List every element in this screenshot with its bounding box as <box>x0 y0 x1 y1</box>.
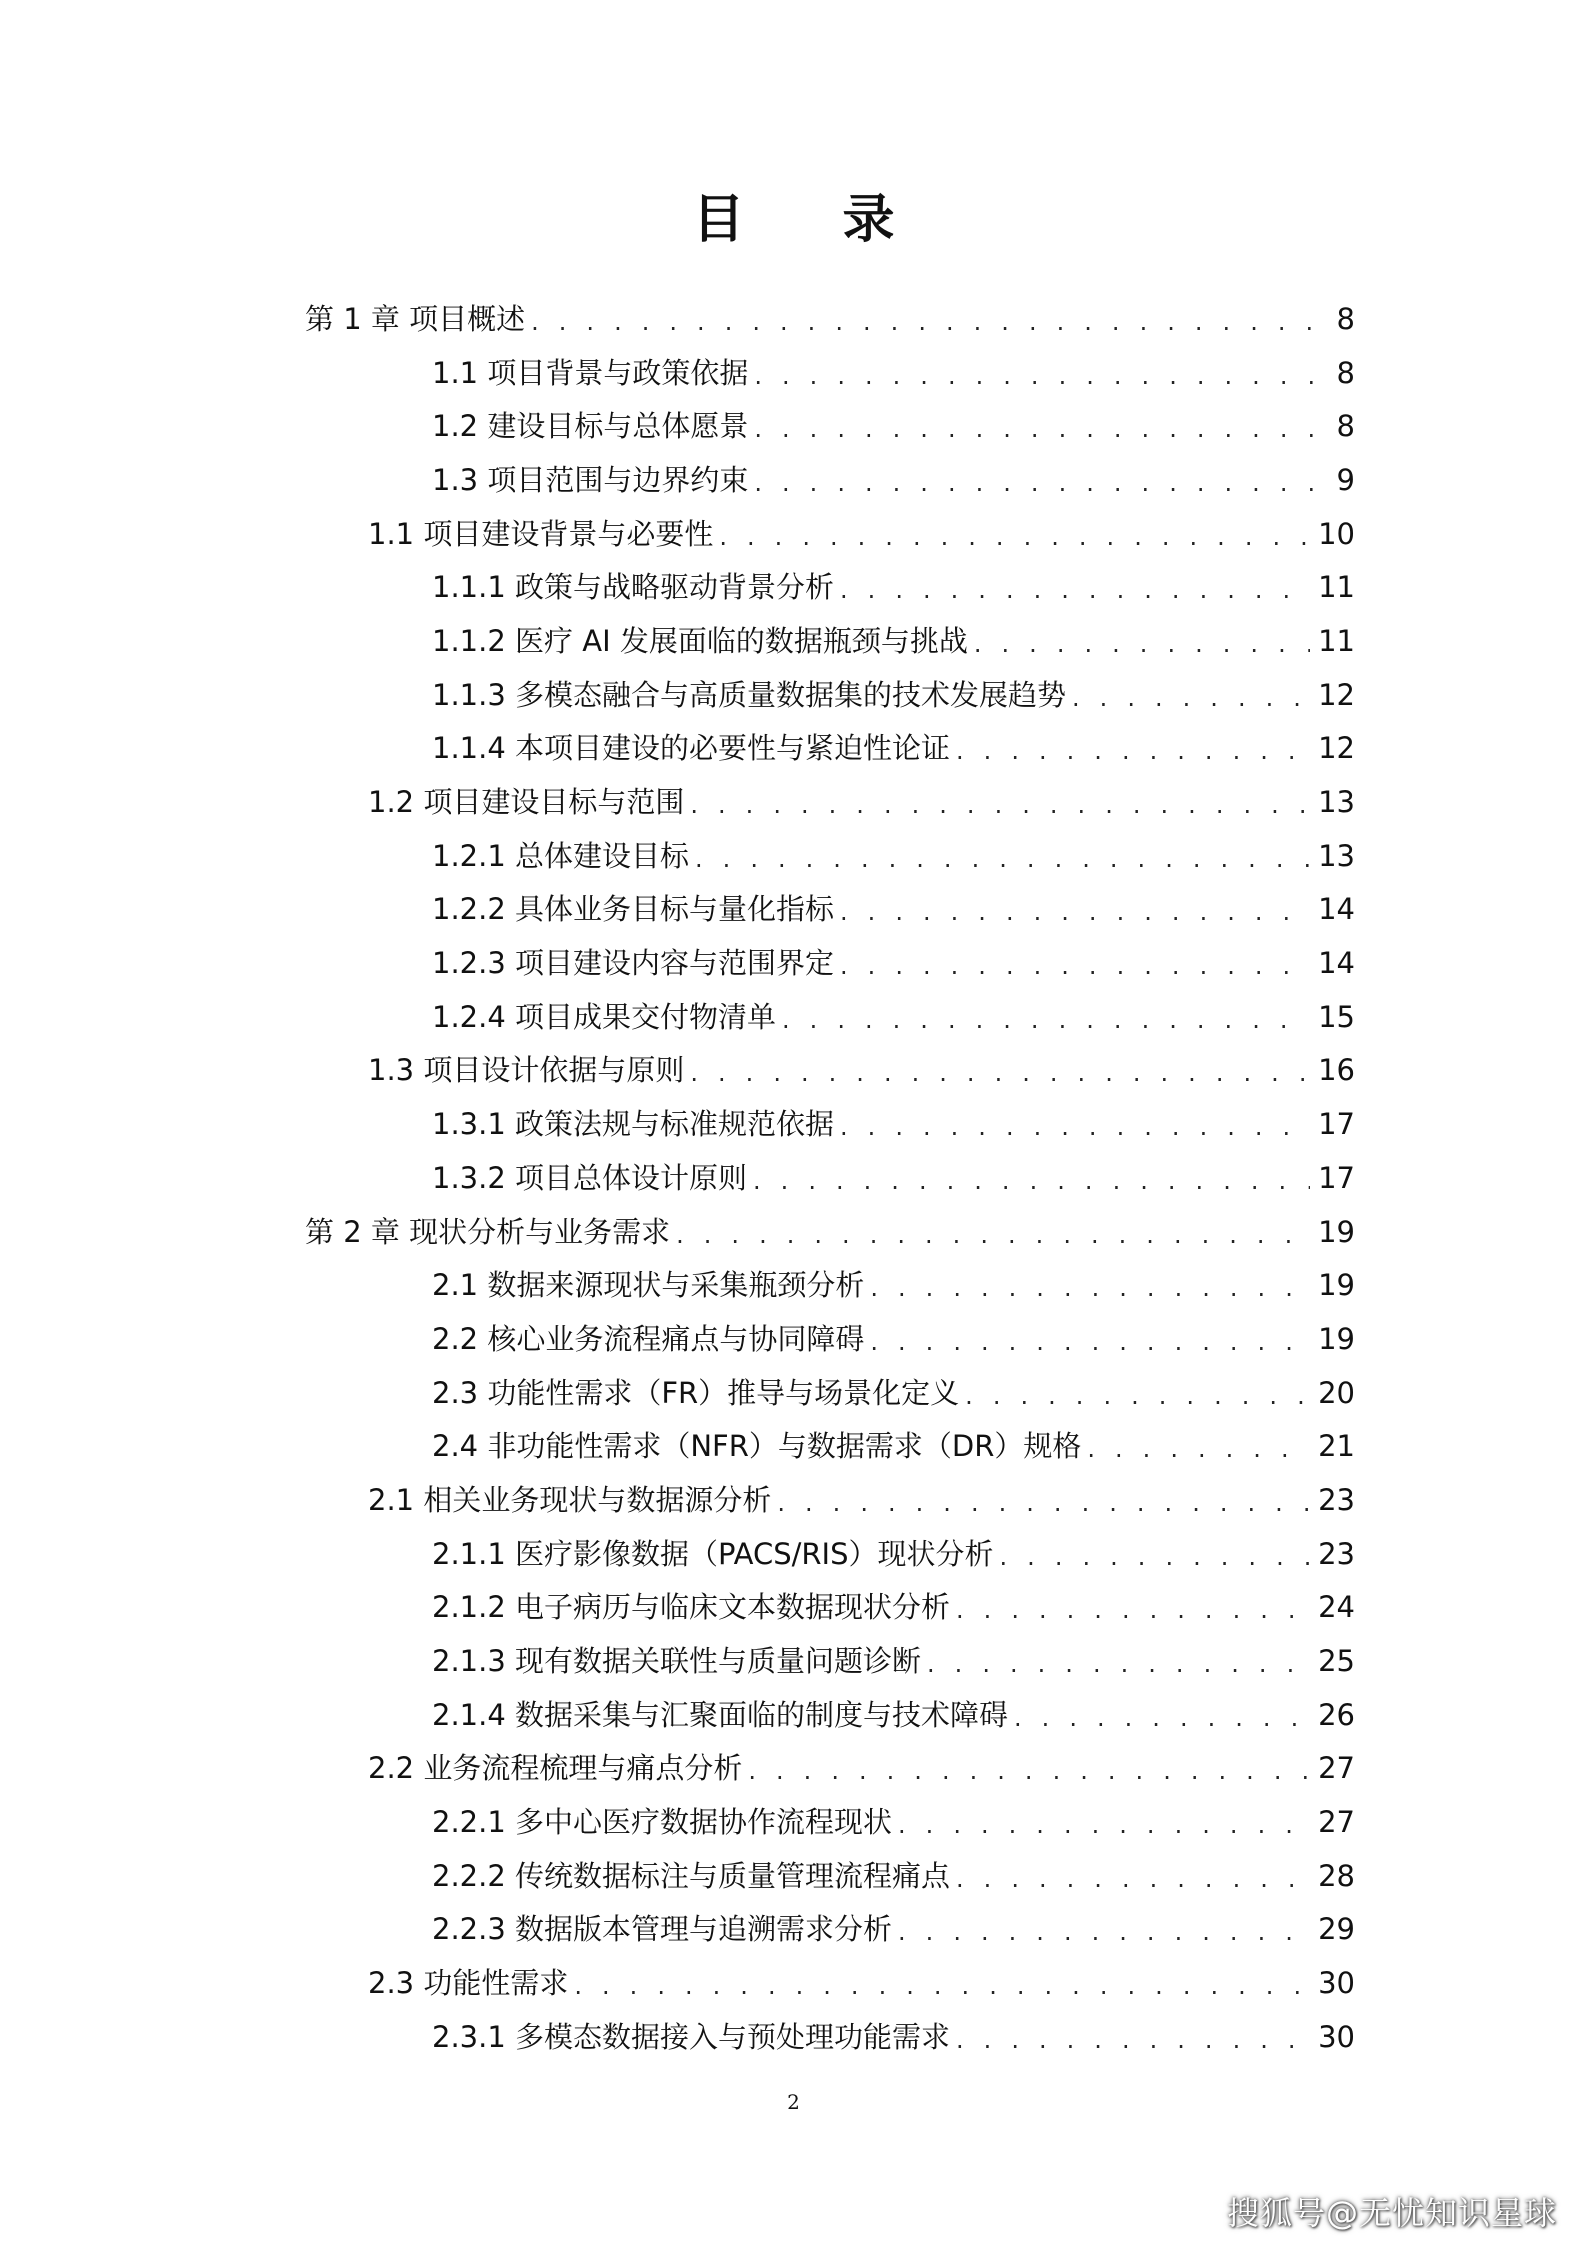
toc-entry-page: 16 <box>1318 1053 1355 1088</box>
toc-entry-page: 12 <box>1318 677 1355 712</box>
toc-entry-label: 2.2 核心业务流程痛点与协同障碍 <box>432 1321 865 1356</box>
watermark-text: 搜狐号@无忧知识星球 <box>1226 2194 1557 2232</box>
toc-entry-page: 23 <box>1318 1482 1355 1517</box>
toc-dot-leader <box>754 353 1327 393</box>
toc-dot-leader <box>840 889 1310 929</box>
toc-dot-leader <box>574 1963 1310 2003</box>
toc-entry-page: 23 <box>1318 1536 1355 1571</box>
toc-dot-leader <box>1072 675 1310 715</box>
toc-entry-label: 1.3.2 项目总体设计原则 <box>432 1160 748 1195</box>
toc-entry-label: 2.2.2 传统数据标注与质量管理流程痛点 <box>432 1858 951 1893</box>
toc-subsection-entry[interactable] <box>0 1366 1587 1420</box>
toc-entry-label: 2.1.2 电子病历与临床文本数据现状分析 <box>432 1590 951 1625</box>
toc-entry-page: 12 <box>1318 731 1355 766</box>
toc-entry-label: 1.1.1 政策与战略驱动背景分析 <box>432 570 835 605</box>
toc-dot-leader <box>531 299 1327 339</box>
toc-subsection-entry[interactable] <box>0 883 1587 937</box>
toc-entry-label: 2.1.4 数据采集与汇聚面临的制度与技术障碍 <box>432 1697 1009 1732</box>
toc-subsection-entry[interactable] <box>0 453 1587 507</box>
toc-entry-label: 1.2.2 具体业务目标与量化指标 <box>432 892 835 927</box>
toc-entry-page: 11 <box>1318 570 1355 605</box>
toc-entry-page: 9 <box>1336 462 1355 497</box>
toc-entry-label: 1.3.1 政策法规与标准规范依据 <box>432 1107 835 1142</box>
toc-subsection-entry[interactable] <box>0 829 1587 883</box>
toc-entry-label: 2.1 相关业务现状与数据源分析 <box>368 1482 772 1517</box>
toc-entry-label: 1.2.1 总体建设目标 <box>432 838 690 873</box>
toc-entry-page: 30 <box>1318 1966 1355 2001</box>
toc-entry-label: 1.2 项目建设目标与范围 <box>368 785 685 820</box>
toc-subsection-entry[interactable] <box>0 1151 1587 1205</box>
toc-dot-leader <box>840 943 1310 983</box>
toc-entry-label: 第 2 章 现状分析与业务需求 <box>305 1214 671 1249</box>
toc-entry-page: 15 <box>1318 999 1355 1034</box>
toc-entry-label: 2.1 数据来源现状与采集瓶颈分析 <box>432 1268 865 1303</box>
toc-subsection-entry[interactable] <box>0 1795 1587 1849</box>
toc-entry-page: 14 <box>1318 892 1355 927</box>
toc-subsection-entry[interactable] <box>0 1097 1587 1151</box>
toc-dot-leader <box>754 460 1327 500</box>
toc-dot-leader <box>777 1480 1310 1520</box>
toc-dot-leader <box>956 1587 1310 1627</box>
toc-dot-leader <box>870 1265 1310 1305</box>
toc-entry-page: 25 <box>1318 1644 1355 1679</box>
toc-dot-leader <box>927 1641 1310 1681</box>
toc-entry-label: 第 1 章 项目概述 <box>305 301 526 336</box>
toc-entry-page: 30 <box>1318 2019 1355 2054</box>
toc-entry-label: 1.3 项目范围与边界约束 <box>432 462 749 497</box>
toc-subsection-entry[interactable] <box>0 722 1587 776</box>
toc-entry-page: 20 <box>1318 1375 1355 1410</box>
toc-entry-label: 1.3 项目设计依据与原则 <box>368 1053 685 1088</box>
toc-subsection-entry[interactable] <box>0 936 1587 990</box>
toc-dot-leader <box>753 1158 1310 1198</box>
toc-dot-leader <box>870 1319 1310 1359</box>
toc-section-entry[interactable] <box>0 1473 1587 1527</box>
toc-section-entry[interactable] <box>0 1956 1587 2010</box>
toc-dot-leader <box>974 621 1310 661</box>
toc-subsection-entry[interactable] <box>0 560 1587 614</box>
toc-dot-leader <box>840 567 1310 607</box>
toc-section-entry[interactable] <box>0 507 1587 561</box>
toc-entry-label: 2.3 功能性需求 <box>368 1966 569 2001</box>
toc-subsection-entry[interactable] <box>0 2010 1587 2064</box>
toc-entry-page: 13 <box>1318 785 1355 820</box>
toc-entry-label: 2.1.3 现有数据关联性与质量问题诊断 <box>432 1644 922 1679</box>
toc-subsection-entry[interactable] <box>0 1903 1587 1957</box>
toc-entry-page: 8 <box>1336 355 1355 390</box>
page-number: 2 <box>787 2090 800 2114</box>
toc-dot-leader <box>695 836 1310 876</box>
toc-subsection-entry[interactable] <box>0 1258 1587 1312</box>
toc-entry-label: 1.1 项目背景与政策依据 <box>432 355 749 390</box>
toc-entry-page: 29 <box>1318 1912 1355 1947</box>
toc-entry-page: 17 <box>1318 1107 1355 1142</box>
toc-dot-leader <box>898 1909 1310 1949</box>
toc-subsection-entry[interactable] <box>0 1849 1587 1903</box>
toc-section-entry[interactable] <box>0 1742 1587 1796</box>
toc-dot-leader <box>898 1802 1310 1842</box>
toc-subsection-entry[interactable] <box>0 1419 1587 1473</box>
toc-subsection-entry[interactable] <box>0 614 1587 668</box>
toc-entry-page: 26 <box>1318 1697 1355 1732</box>
toc-dot-leader <box>840 1104 1310 1144</box>
toc-entry-page: 21 <box>1318 1429 1355 1464</box>
toc-entry-label: 2.1.1 医疗影像数据（PACS/RIS）现状分析 <box>432 1536 994 1571</box>
toc-list <box>0 292 1587 2064</box>
toc-entry-label: 1.2 建设目标与总体愿景 <box>432 409 749 444</box>
toc-entry-page: 19 <box>1318 1268 1355 1303</box>
toc-entry-label: 2.4 非功能性需求（NFR）与数据需求（DR）规格 <box>432 1429 1082 1464</box>
toc-title: 目 录 <box>692 190 935 250</box>
toc-dot-leader <box>956 1856 1310 1896</box>
toc-entry-page: 10 <box>1318 516 1355 551</box>
toc-dot-leader <box>676 1212 1310 1252</box>
toc-dot-leader <box>956 2017 1310 2057</box>
toc-subsection-entry[interactable] <box>0 1688 1587 1742</box>
toc-entry-label: 1.1.4 本项目建设的必要性与紧迫性论证 <box>432 731 951 766</box>
toc-dot-leader <box>719 514 1310 554</box>
toc-dot-leader <box>748 1748 1310 1788</box>
toc-chapter-entry[interactable] <box>0 1205 1587 1259</box>
toc-entry-page: 28 <box>1318 1858 1355 1893</box>
toc-dot-leader <box>965 1373 1310 1413</box>
toc-entry-label: 2.2 业务流程梳理与痛点分析 <box>368 1751 743 1786</box>
toc-dot-leader <box>782 997 1310 1037</box>
toc-entry-page: 27 <box>1318 1751 1355 1786</box>
toc-entry-label: 1.2.3 项目建设内容与范围界定 <box>432 946 835 981</box>
toc-entry-page: 14 <box>1318 946 1355 981</box>
toc-entry-label: 1.1.2 医疗 AI 发展面临的数据瓶颈与挑战 <box>432 623 968 658</box>
toc-subsection-entry[interactable] <box>0 399 1587 453</box>
toc-entry-label: 2.2.3 数据版本管理与追溯需求分析 <box>432 1912 893 1947</box>
toc-dot-leader <box>690 782 1310 822</box>
toc-chapter-entry[interactable] <box>0 292 1587 346</box>
toc-dot-leader <box>956 728 1310 768</box>
toc-subsection-entry[interactable] <box>0 668 1587 722</box>
toc-dot-leader <box>1000 1534 1311 1574</box>
toc-subsection-entry[interactable] <box>0 1634 1587 1688</box>
toc-section-entry[interactable] <box>0 775 1587 829</box>
toc-dot-leader <box>690 1050 1310 1090</box>
toc-dot-leader <box>1087 1426 1310 1466</box>
toc-subsection-entry[interactable] <box>0 990 1587 1044</box>
toc-entry-page: 27 <box>1318 1805 1355 1840</box>
toc-entry-label: 1.1.3 多模态融合与高质量数据集的技术发展趋势 <box>432 677 1067 712</box>
toc-subsection-entry[interactable] <box>0 1312 1587 1366</box>
toc-section-entry[interactable] <box>0 1044 1587 1098</box>
toc-entry-page: 8 <box>1336 409 1355 444</box>
toc-entry-page: 13 <box>1318 838 1355 873</box>
toc-entry-page: 19 <box>1318 1214 1355 1249</box>
toc-dot-leader <box>1014 1695 1310 1735</box>
toc-entry-page: 11 <box>1318 623 1355 658</box>
toc-entry-label: 1.2.4 项目成果交付物清单 <box>432 999 777 1034</box>
toc-subsection-entry[interactable] <box>0 346 1587 400</box>
toc-entry-page: 8 <box>1336 301 1355 336</box>
toc-entry-label: 1.1 项目建设背景与必要性 <box>368 516 714 551</box>
toc-dot-leader <box>754 406 1327 446</box>
toc-entry-page: 24 <box>1318 1590 1355 1625</box>
toc-subsection-entry[interactable] <box>0 1581 1587 1635</box>
toc-entry-page: 17 <box>1318 1160 1355 1195</box>
toc-entry-label: 2.3.1 多模态数据接入与预处理功能需求 <box>432 2019 951 2054</box>
toc-entry-page: 19 <box>1318 1321 1355 1356</box>
toc-entry-label: 2.2.1 多中心医疗数据协作流程现状 <box>432 1805 893 1840</box>
toc-entry-label: 2.3 功能性需求（FR）推导与场景化定义 <box>432 1375 960 1410</box>
toc-subsection-entry[interactable] <box>0 1527 1587 1581</box>
